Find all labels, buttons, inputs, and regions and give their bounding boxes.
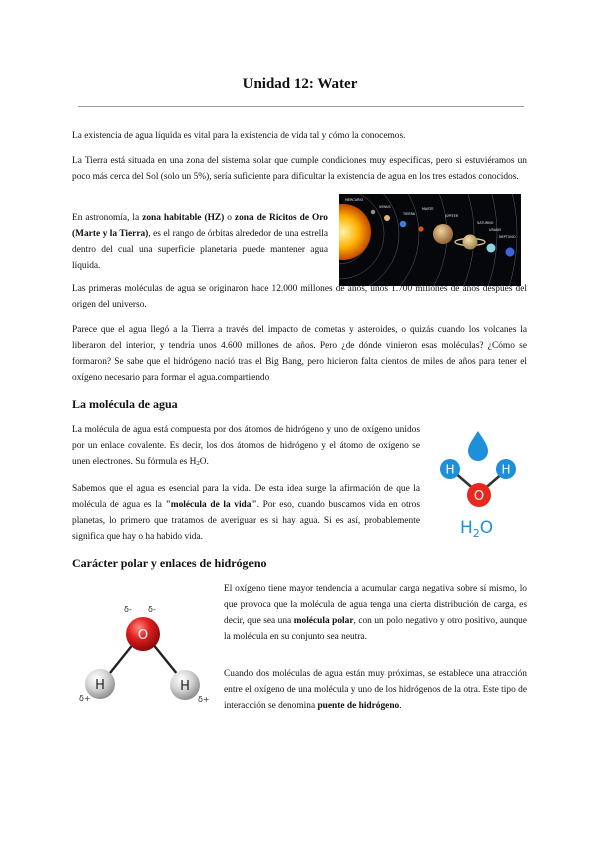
water-icon-svg [426,425,532,541]
delta-minus-2: δ- [148,605,156,614]
planet-uranus [487,244,496,253]
label-hydrogen-right: H [180,679,190,694]
solar-system-image [339,194,521,286]
bold-polar-molecule: molécula polar [293,616,354,626]
paragraph-earth-zone: La Tierra está situada en una zona del sistema solar que cumple condiciones muy específicas, pero si estuviéramos un poco más cerca del Sol (solo un 5%), sería suficiente para dificultar la existencia de agua en los tres estados conocidos. [72,156,527,182]
heading-water-molecule: La molécula de agua [72,397,178,411]
title-divider [78,106,524,107]
polar-molecule-diagram [70,596,220,716]
label-oxygen: O [137,628,149,643]
solar-system-svg [339,194,521,286]
polar-molecule-svg [70,596,220,716]
paragraph-molecule-of-life [72,481,420,545]
label-o: O [473,489,485,504]
paragraph-hydrogen-bond [224,666,527,714]
label-uranus: URANO [489,228,502,232]
sun-icon [339,204,371,260]
label-mercury: MERCURIO [345,198,364,202]
formula-h: H [460,518,473,538]
delta-plus-left: δ+ [79,694,91,703]
heading-polar-character: Carácter polar y enlaces de hidrógeno [72,556,267,570]
bold-term-hz: zona habitable (HZ) [142,213,225,223]
text-span: El oxígeno tiene mayor tendencia a acumular carga negativa sobre sí mismo, lo que provoca que la molécula de agua tenga una cierta distribución de carga, es decir, que sea una [224,584,527,626]
label-earth: TIERRA [403,212,416,216]
planet-neptune [506,248,515,257]
text-span: o [224,213,235,223]
bold-molecule-of-life: "molécula de la vida" [165,500,257,510]
planet-mars [418,226,423,231]
text-span: , con un polo negativo y otro positivo, aunque la molécula en su conjunto sea neutra. [224,616,527,642]
water-molecule-icon [426,425,532,541]
text-span: . [399,701,402,711]
paragraph-origin-water: Parece que el agua llegó a la Tierra a través del impacto de cometas y asteroides, o quizás cuando los volcanes la liberaron del interior, y tendría unos 4.600 millones de años. Pero ¿de dónde vinieron esas moléculas? ¿Cómo se formaron? Se sabe que el hidrógeno nació tras el Big Bang, pero hicieron falta cientos de miles de años para tener el oxígeno necesario para formar el agua.compartiendo [72,325,527,383]
label-saturn: SATURNO [477,221,494,225]
text-span: , es el rango de órbitas alrededor de una estrella dentro del cual una superficie planetaria puede mantener agua líquida. [72,229,328,271]
label-venus: VENUS [379,205,391,209]
paragraph-habitable-zone [72,210,328,274]
formula-2: 2 [472,527,480,540]
planet-venus [384,215,390,221]
planet-jupiter [433,224,453,244]
bold-hydrogen-bond: puente de hidrógeno [317,701,400,711]
text-span: Las primeras moléculas de agua se originaron hace 12.000 millones de años, unos 1.700 millones de años después del origen del universo. [72,284,527,310]
page-title: Unidad 12: Water [242,76,358,92]
planet-mercury [371,210,375,214]
label-jupiter: JÚPITER [445,214,459,218]
paragraph-polar-molecule [224,581,527,645]
delta-plus-right: δ+ [198,695,210,704]
text-span: La molécula de agua está compuesta por dos átomos de hidrógeno y uno de oxígeno unidos por un enlace covalente. Es decir, los dos átomos de hidrógeno y el átomo de oxígeno se unen electrones. Su fórmula es H [72,425,420,467]
text-span: . Por eso, cuando buscamos vida en otros planetas, lo primero que tratamos de averiguar es si hay agua. Si es así, probablemente significa que hay o ha habido vida. [72,500,421,542]
paragraph-intro: La existencia de agua líquida es vital para la existencia de vida tal y cómo la conocemos. [72,131,406,141]
planet-earth [400,221,407,228]
subscript-2: 2 [196,460,200,467]
formula-h2o [460,518,493,540]
water-drop-icon [468,431,488,461]
formula-o: O [479,518,494,538]
text-span: Cuando dos moléculas de agua están muy próximas, se establece una atracción entre el oxígeno de una molécula y uno de los hidrógenos de la otra. Este tipo de interacción se denomina [224,669,527,711]
paragraph-first-molecules [72,281,527,313]
text-span: Sabemos que el agua es esencial para la vida. De esta idea surge la afirmación de que la molécula de agua es la [72,484,420,510]
label-neptune: NEPTUNO [499,235,516,239]
paragraph-molecule-composition [72,422,420,470]
planet-saturn [455,235,485,250]
label-h-left: H [445,462,455,477]
label-hydrogen-left: H [95,678,105,693]
bold-term-goldilocks: zona de Ricitos de Oro (Marte y la Tierra) [72,213,328,239]
delta-minus-1: δ- [124,605,132,614]
label-mars: MARTE [422,207,434,211]
text-span: En astronomía, la [72,213,143,223]
label-h-right: H [501,462,511,477]
text-span: O. [199,457,209,467]
